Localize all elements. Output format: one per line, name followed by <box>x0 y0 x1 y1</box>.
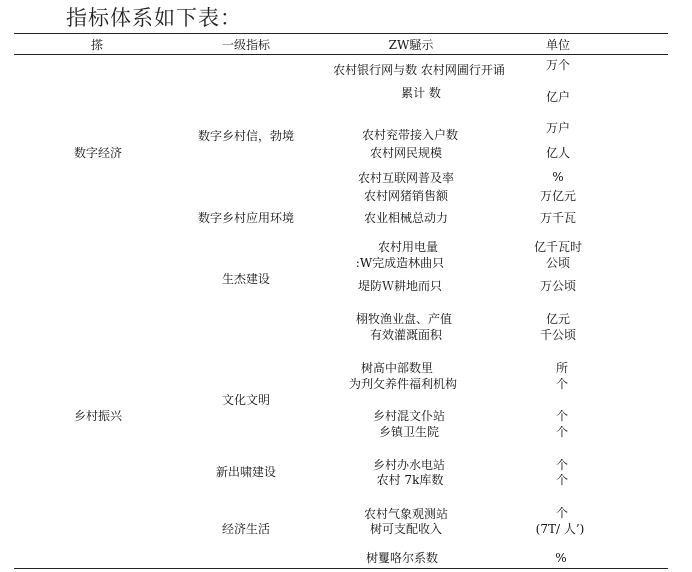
unit-cell: 亿千瓦时 <box>533 240 583 254</box>
indicator-row: 栩牧渔业盘、产值 <box>355 312 453 326</box>
unit-cell: % <box>555 551 567 565</box>
unit-cell: 千公顷 <box>539 328 577 342</box>
indicator-row: 农村互联网普及率 <box>357 171 455 185</box>
indicator-row: 农村网民规模 <box>369 146 443 160</box>
unit-cell: 个 <box>555 506 569 520</box>
indicator-row: 农村气象观测站 <box>363 507 449 521</box>
indicator-row: 树可支配收入 <box>369 522 443 536</box>
unit-cell: 个 <box>555 377 569 391</box>
level1-digital-rural-application: 数字乡村应用环境 <box>197 211 295 225</box>
unit-cell: 个 <box>555 409 569 423</box>
header-unit: 单位 <box>545 38 571 52</box>
unit-cell: 亿人 <box>545 146 571 160</box>
indicator-row: 农村网猪销售额 <box>363 189 449 203</box>
level1-infrastructure: 新出啸建设 <box>215 465 277 479</box>
level1-economic-life: 经济生活 <box>221 522 271 536</box>
unit-cell: % <box>552 170 564 184</box>
indicator-row: 堤防Ｗ耕地而只 <box>357 279 443 293</box>
unit-cell: 个 <box>555 425 569 439</box>
indicator-row: 树髙中部数里 <box>360 361 434 375</box>
level1-ecology: 生杰建设 <box>221 272 271 286</box>
indicator-row: 农村银行网与数 农村网圃行开诵 <box>333 63 505 77</box>
unit-cell: 个 <box>555 458 569 472</box>
indicator-row: 农业相械总动力 <box>363 211 449 225</box>
table-header-rule <box>14 54 668 55</box>
table-top-rule <box>14 33 668 34</box>
indicator-row: 农村用电量 <box>377 240 439 254</box>
unit-cell: 万亿元 <box>539 189 577 203</box>
level1-digital-rural-environment: 数字乡村信，勃境 <box>197 129 295 143</box>
indicator-row: 树矍咯尔系数 <box>365 551 439 565</box>
indicator-row: 乡镇卫生院 <box>378 425 440 439</box>
header-category: 搽 <box>91 38 104 52</box>
unit-cell: 亿户 <box>545 90 571 104</box>
unit-cell: 万千瓦 <box>539 211 577 225</box>
unit-cell: 公顷 <box>545 256 571 270</box>
unit-cell: 个 <box>555 473 569 487</box>
indicator-row: 累计 数 <box>401 86 441 100</box>
indicator-row: 有效灌溉面积 <box>369 328 443 342</box>
unit-cell: 万公顷 <box>539 279 577 293</box>
unit-cell: 万个 <box>545 58 571 72</box>
category-digital-economy: 数字经济 <box>74 146 123 160</box>
unit-cell: 万户 <box>545 121 571 135</box>
unit-cell: (7T/ 人’) <box>535 522 585 536</box>
level1-culture: 文化文明 <box>221 393 271 407</box>
indicator-row: 农村 7k库数 <box>376 473 444 487</box>
indicator-row: :W完成造林曲只 <box>355 256 445 270</box>
indicator-row: 乡村混文仆站 <box>372 409 446 423</box>
category-rural-revitalization: 乡村振兴 <box>74 409 123 423</box>
table-bottom-rule <box>14 568 668 569</box>
page-heading: 指标体系如下表： <box>66 6 242 30</box>
unit-cell: 所 <box>555 361 569 375</box>
unit-cell: 亿元 <box>545 312 571 326</box>
header-indicator: ZW騒示 <box>388 38 434 52</box>
header-level1-indicator: 一级指标 <box>221 38 271 52</box>
indicator-row: 农村兖带接入户数 <box>361 128 459 142</box>
indicator-row: 为刋攵养件福利机构 <box>348 377 458 391</box>
indicator-row: 乡村办水电站 <box>372 458 446 472</box>
